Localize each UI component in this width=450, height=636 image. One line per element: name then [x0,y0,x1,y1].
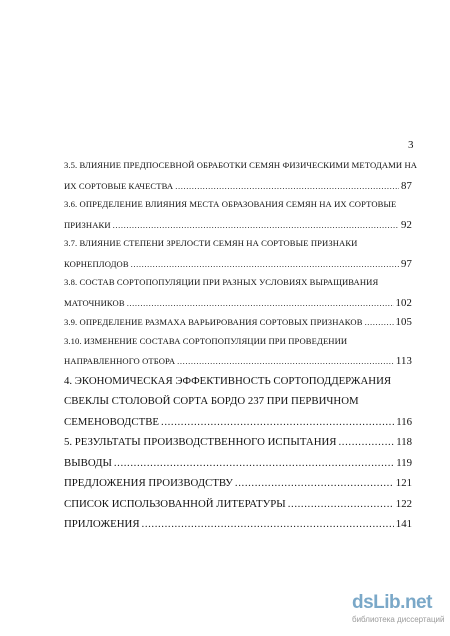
toc-entry-page: 141 [395,518,412,530]
toc-dot-leader [175,181,399,191]
toc-entry [64,316,412,336]
toc-entry-page: 97 [401,257,412,270]
toc-dot-leader [113,220,399,230]
toc-entry-page: 92 [401,218,412,231]
toc-entry [64,160,418,180]
toc-entry-title: ПРИЛОЖЕНИЯ [64,518,140,530]
toc-entry [64,258,412,278]
toc-dot-leader [161,416,394,428]
toc-dot-leader [288,498,394,510]
toc-entry [64,498,412,519]
toc-entry [64,457,412,478]
toc-dot-leader [339,436,395,448]
watermark-logo-text: dsLib.net [352,592,432,613]
toc-entry-title: МАТОЧНИКОВ [64,297,125,308]
toc-entry [64,199,412,219]
toc-entry-page: 121 [395,477,412,489]
toc-entry [64,416,412,437]
toc-entry-title: ИХ СОРТОВЫЕ КАЧЕСТВА [64,180,174,191]
toc-entry-title: 3.7. ВЛИЯНИЕ СТЕПЕНИ ЗРЕЛОСТИ СЕМЯН НА СОРТОВЫЕ ПРИЗНАКИ [64,238,358,248]
toc-entry-title: НАПРАВЛЕННОГО ОТБОРА [64,356,176,366]
toc-entry-title: ПРИЗНАКИ [64,219,111,230]
toc-entry-title: 3.8. СОСТАВ СОРТОПОПУЛЯЦИИ ПРИ РАЗНЫХ УСЛОВИЯХ ВЫРАЩИВАНИЯ [64,277,379,287]
toc-entry-title: 4. ЭКОНОМИЧЕСКАЯ ЭФФЕКТИВНОСТЬ СОРТОПОДДЕРЖАНИЯ [64,374,392,387]
toc-entry-title: 3.5. ВЛИЯНИЕ ПРЕДПОСЕВНОЙ ОБРАБОТКИ СЕМЯН ФИЗИЧЕСКИМИ МЕТОДАМИ НА [64,160,418,170]
toc-entry [64,375,412,396]
toc-dot-leader [365,317,394,327]
toc-entry-title: СПИСОК ИСПОЛЬЗОВАННОЙ ЛИТЕРАТУРЫ [64,497,286,510]
toc-entry [64,297,412,317]
toc-entry [64,336,412,356]
toc-entry-page: 87 [401,179,412,192]
toc-entry-title: 5. РЕЗУЛЬТАТЫ ПРОИЗВОДСТВЕННОГО ИСПЫТАНИЯ [64,436,337,448]
toc-entry-title: СЕМЕНОВОДСТВЕ [64,415,160,428]
toc-entry-page: 119 [396,456,412,469]
toc-entry-page: 118 [396,436,412,448]
toc-entry-page: 113 [395,355,412,367]
toc-dot-leader [177,356,394,366]
toc-entry [64,436,412,457]
toc-entry-title: 3.6. ОПРЕДЕЛЕНИЕ ВЛИЯНИЯ МЕСТА ОБРАЗОВАНИЯ СЕМЯН НА ИХ СОРТОВЫЕ [64,199,397,209]
toc-entry-title: 3.9. ОПРЕДЕЛЕНИЕ РАЗМАХА ВАРЬИРОВАНИЯ СОРТОВЫХ ПРИЗНАКОВ [64,317,363,327]
toc-entry-title: ПРЕДЛОЖЕНИЯ ПРОИЗВОДСТВУ [64,477,233,489]
toc-entry-title: КОРНЕПЛОДОВ [64,258,129,269]
page-number: 3 [408,139,414,151]
toc-entry [64,180,412,200]
toc-entry [64,477,412,498]
toc-entry [64,518,412,539]
toc-entry-page: 116 [396,415,412,428]
toc-entry-page: 105 [395,316,412,328]
watermark-subtitle: библиотека диссертаций [352,615,445,624]
toc-entry-title: 3.10. ИЗМЕНЕНИЕ СОСТАВА СОРТОПОПУЛЯЦИИ ПРИ ПРОВЕДЕНИИ [64,335,348,346]
toc-entry-page: 122 [395,497,412,510]
toc-entry [64,238,412,258]
toc-dot-leader [235,477,394,489]
toc-entry [64,395,412,416]
toc-dot-leader [142,518,394,530]
toc-dot-leader [114,457,394,469]
watermark-logo [352,592,444,624]
toc-dot-leader [131,259,399,269]
toc-entry-title: СВЕКЛЫ СТОЛОВОЙ СОРТА БОРДО 237 ПРИ ПЕРВИЧНОМ [64,395,359,407]
table-of-contents [64,160,418,539]
toc-dot-leader [127,298,394,308]
toc-entry-page: 102 [395,296,412,309]
toc-entry [64,277,412,297]
toc-entry [64,355,412,375]
toc-entry-title: ВЫВОДЫ [64,456,112,469]
toc-entry [64,219,412,239]
